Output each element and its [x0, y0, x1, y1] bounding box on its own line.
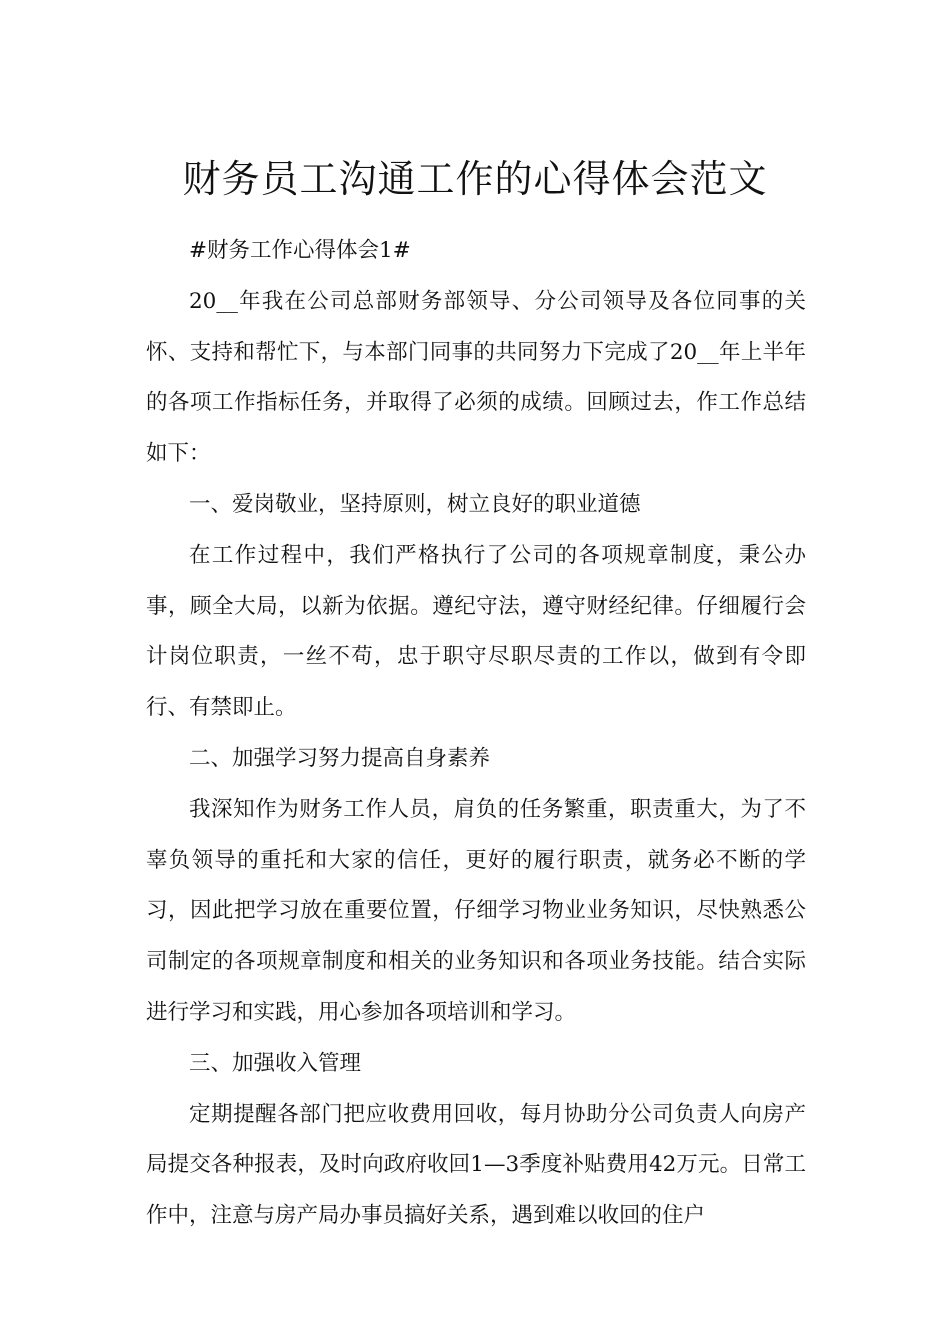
heading-2: 二、加强学习努力提高自身素养 [189, 745, 491, 771]
intro-paragraph: 20__年我在公司总部财务部领导、分公司领导及各位同事的关怀、支持和帮忙下，与本部门同事的共同努力下完成了20__年上半年的各项工作指标任务，并取得了必须的成绩。回顾过去，作工作总结如下： [146, 288, 806, 467]
document-title: 财务员工沟通工作的心得体会范文 [182, 157, 768, 202]
paragraph-3: 定期提醒各部门把应收费用回收，每月协助分公司负责人向房产局提交各种报表，及时向政府收回1—3季度补贴费用42万元。日常工作中，注意与房产局办事员搞好关系，遇到难以收回的住户 [146, 1101, 806, 1229]
heading-1: 一、爱岗敬业，坚持原则，树立良好的职业道德 [189, 491, 641, 517]
heading-3: 三、加强收入管理 [189, 1050, 362, 1076]
paragraph-1: 在工作过程中，我们严格执行了公司的各项规章制度，秉公办事，顾全大局，以新为依据。遵纪守法，遵守财经纪律。仔细履行会计岗位职责，一丝不苟，忠于职守尽职尽责的工作以，做到有令即行、有禁即止。 [146, 542, 806, 721]
document-body [146, 226, 806, 1242]
section-tag: #财务工作心得体会1# [189, 238, 411, 263]
paragraph-2: 我深知作为财务工作人员，肩负的任务繁重，职责重大，为了不辜负领导的重托和大家的信任，更好的履行职责，就务必不断的学习，因此把学习放在重要位置，仔细学习物业业务知识，尽快熟悉公司制定的各项规章制度和相关的业务知识和各项业务技能。结合实际进行学习和实践，用心参加各项培训和学习。 [146, 796, 806, 1025]
